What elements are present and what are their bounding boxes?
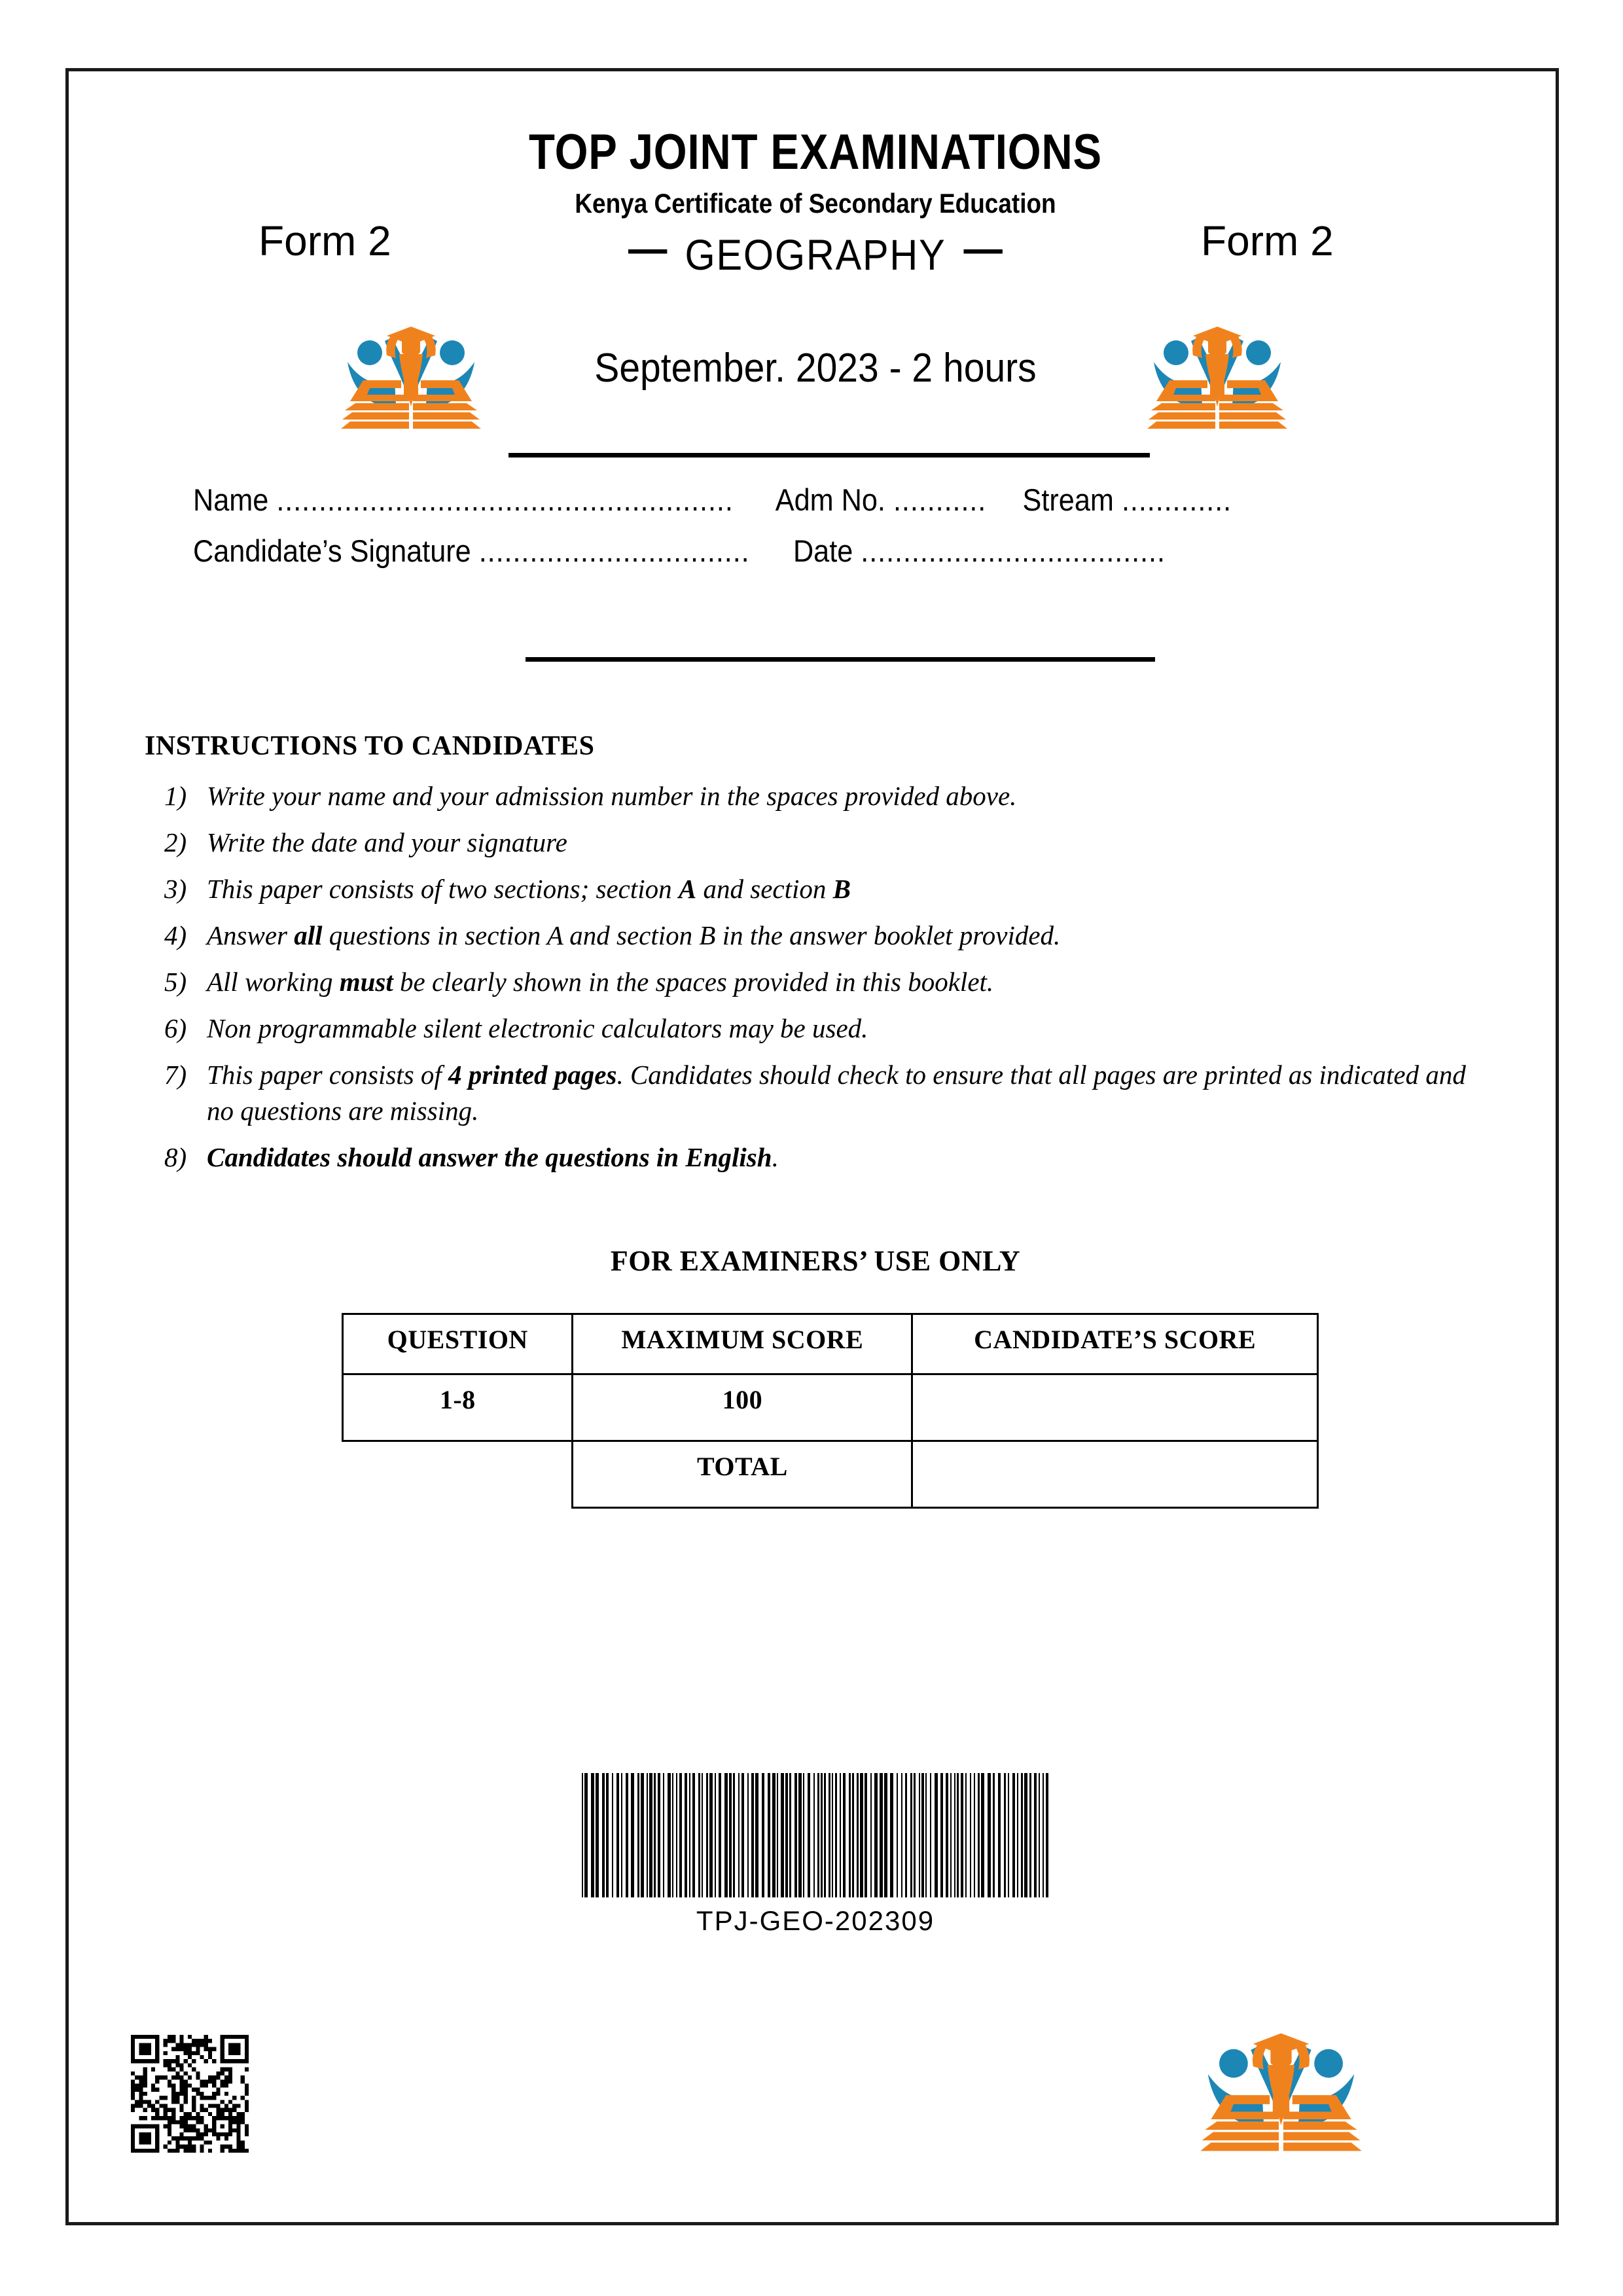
instruction-text: . xyxy=(772,1142,779,1172)
institution-logo-right-icon xyxy=(1142,307,1293,431)
institution-logo-footer-icon xyxy=(1194,2009,1368,2156)
header-rule-top xyxy=(508,453,1150,457)
exam-date-duration: September. 2023 - 2 hours xyxy=(594,346,1037,391)
table-header-candidate-score: CANDIDATE’S SCORE xyxy=(912,1314,1318,1374)
header-rule-bottom xyxy=(526,657,1155,662)
instruction-item xyxy=(145,1057,1493,1129)
date-input-line[interactable]: .................................... xyxy=(861,533,1166,568)
table-header-maximum-score: MAXIMUM SCORE xyxy=(573,1314,912,1374)
instruction-text: All working xyxy=(207,967,340,997)
instruction-item xyxy=(145,1139,1493,1175)
instruction-text: A xyxy=(678,874,697,904)
instruction-item xyxy=(145,778,1493,814)
cell-empty-corner xyxy=(343,1441,573,1508)
cell-maximum-score: 100 xyxy=(573,1374,912,1441)
cell-total-label: TOTAL xyxy=(573,1441,912,1508)
page-border-frame xyxy=(65,68,1559,2225)
examiners-score-table xyxy=(342,1313,1319,1509)
instruction-item xyxy=(145,964,1493,1000)
subject-name: GEOGRAPHY xyxy=(685,230,946,279)
instruction-text: Write your name and your admission number in the spaces provided above. xyxy=(207,781,1017,811)
candidate-details-row-1 xyxy=(193,482,1232,518)
table-header-question: QUESTION xyxy=(343,1314,573,1374)
table-row xyxy=(343,1441,1318,1508)
dash-left-decoration: — xyxy=(628,224,668,272)
page-title: TOP JOINT EXAMINATIONS xyxy=(529,124,1102,180)
instructions-list xyxy=(145,778,1493,1186)
instruction-number: 2) xyxy=(164,827,187,857)
instruction-number: 3) xyxy=(164,874,187,904)
instruction-number: 6) xyxy=(164,1013,187,1043)
subject-line xyxy=(143,224,1488,279)
instruction-text: This paper consists of two sections; section xyxy=(207,874,679,904)
signature-input-line[interactable]: ................................ xyxy=(478,533,750,568)
instruction-number: 7) xyxy=(164,1060,187,1090)
instruction-number: 5) xyxy=(164,967,187,997)
examiners-section-title: FOR EXAMINERS’ USE ONLY xyxy=(610,1245,1021,1277)
instruction-number: 1) xyxy=(164,781,187,811)
instruction-text: This paper consists of xyxy=(207,1060,449,1090)
instruction-text: all xyxy=(294,920,323,950)
dash-right-decoration: — xyxy=(963,224,1003,272)
barcode-image xyxy=(582,1773,1050,1897)
signature-label: Candidate’s Signature xyxy=(193,533,471,568)
instruction-text: questions in section A and section B in the answer booklet provided. xyxy=(322,920,1061,950)
table-header-row xyxy=(343,1314,1318,1374)
instruction-text: must xyxy=(339,967,393,997)
instruction-text: B xyxy=(832,874,851,904)
instruction-text: be clearly shown in the spaces provided in this booklet. xyxy=(393,967,994,997)
date-label: Date xyxy=(793,533,853,568)
adm-no-label: Adm No. xyxy=(775,482,885,517)
instruction-text: Candidates should answer the questions in English xyxy=(207,1142,772,1172)
instruction-item xyxy=(145,825,1493,861)
table-row xyxy=(343,1374,1318,1441)
instruction-number: 4) xyxy=(164,920,187,950)
barcode-block xyxy=(69,1773,1562,1937)
instructions-heading: INSTRUCTIONS TO CANDIDATES xyxy=(145,731,595,761)
qr-code-image xyxy=(131,2035,249,2153)
stream-input-line[interactable]: ............. xyxy=(1121,482,1232,517)
instruction-item xyxy=(145,918,1493,954)
instruction-text: . Candidates should check to ensure that all pages are printed as indicated and no questions are missing. xyxy=(207,1060,1466,1126)
form-level-right: Form 2 xyxy=(1201,217,1334,264)
instruction-text: Non programmable silent electronic calculators may be used. xyxy=(207,1013,868,1043)
instruction-text: 4 printed pages xyxy=(448,1060,617,1090)
exam-subtitle: Kenya Certificate of Secondary Education xyxy=(575,188,1056,219)
instruction-text: Answer xyxy=(207,920,294,950)
name-label: Name xyxy=(193,482,269,517)
adm-no-input-line[interactable]: ........... xyxy=(893,482,987,517)
barcode-label: TPJ-GEO-202309 xyxy=(696,1905,935,1936)
name-input-line[interactable]: ...................................................... xyxy=(276,482,734,517)
cell-total-score-entry[interactable] xyxy=(912,1441,1318,1508)
instruction-item xyxy=(145,1011,1493,1047)
instruction-text: and section xyxy=(696,874,833,904)
form-level-left: Form 2 xyxy=(259,217,391,264)
cell-question-range: 1-8 xyxy=(343,1374,573,1441)
instruction-text: Write the date and your signature xyxy=(207,827,567,857)
stream-label: Stream xyxy=(1022,482,1114,517)
instruction-item xyxy=(145,871,1493,907)
cell-candidate-score-entry[interactable] xyxy=(912,1374,1318,1441)
institution-logo-left-icon xyxy=(336,307,486,431)
candidate-details-row-2 xyxy=(193,533,1166,569)
instruction-number: 8) xyxy=(164,1142,187,1172)
